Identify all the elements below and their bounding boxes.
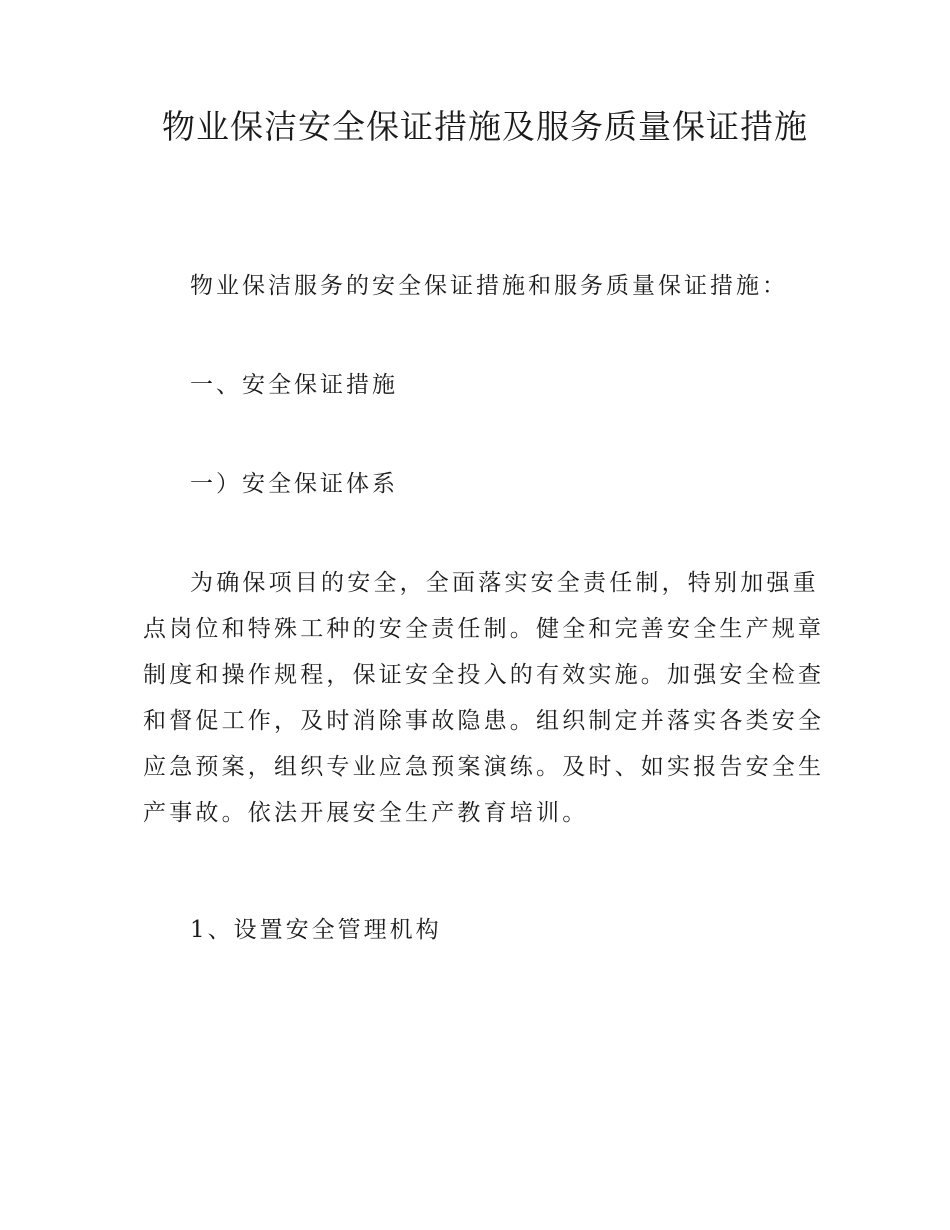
body-paragraph: 为确保项目的安全，全面落实安全责任制，特别加强重点岗位和特殊工种的安全责任制。健全和完善安全生产规章制度和操作规程，保证安全投入的有效实施。加强安全检查和督促工作，及时消除事故隐患。组织制定并落实各类安全应急预案，组织专业应急预案演练。及时、如实报告安全生产事故。依法开展安全生产教育培训。	[143, 570, 825, 826]
item-heading: 1、设置安全管理机构	[190, 917, 442, 943]
section-heading: 一、安全保证措施	[190, 372, 398, 398]
intro-paragraph: 物业保洁服务的安全保证措施和服务质量保证措施：	[190, 273, 788, 299]
subsection-heading: 一）安全保证体系	[190, 471, 398, 497]
document-title: 物业保洁安全保证措施及服务质量保证措施	[162, 107, 808, 146]
